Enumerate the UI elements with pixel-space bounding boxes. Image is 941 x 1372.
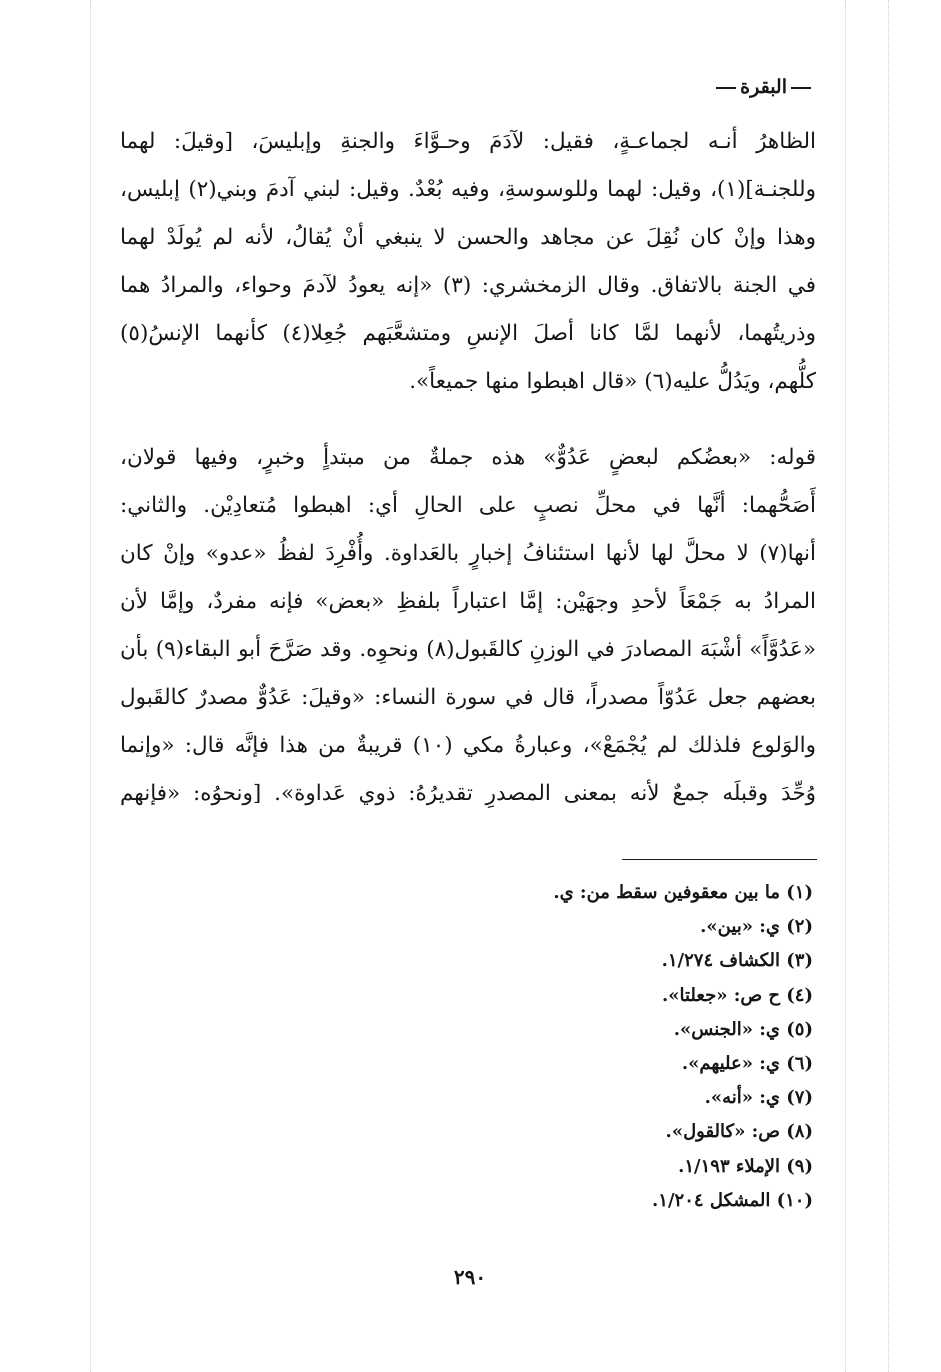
footnote-item: (١) ما بين معقوفين سقط من: ي. <box>553 882 813 903</box>
scan-dotted-line <box>888 0 889 1372</box>
text-line: أَصَحُّهما: أنَّها في محلِّ نصبٍ على الحالِ أي: اهبطوا مُتعادِيْن. والثاني: <box>120 493 816 518</box>
text-line: وهذا وإنْ كان نُقِلَ عن مجاهد والحسن لا ينبغي أنْ يُقالُ، لأنه لم يُولَدْ لهما <box>120 225 816 250</box>
text-line: «عَدُوَّاً» أشْبَهَ المصادرَ في الوزنِ كالقَبول(٨) ونحوِه. وقد صَرَّحَ أبو البقاء(٩) بأن <box>120 637 816 662</box>
page-number: ٢٩٠ <box>453 1265 487 1289</box>
footnote-item: (٢) ي: «بين». <box>700 916 813 938</box>
footnote-item: (٧) ي: «أنه». <box>704 1087 813 1109</box>
footnote-item: (٩) الإملاء ١/١٩٣. <box>678 1155 813 1177</box>
footnote-item: (١٠) المشكل ١/٢٠٤. <box>652 1189 813 1211</box>
paragraph-2 <box>120 434 816 818</box>
text-line: الظاهرُ أنـه لجماعـةٍ، فقيل: لآدَمَ وحـوَّاءَ والجنةِ وإبليسَ، [وقيلَ: لهما <box>120 129 816 154</box>
scan-dotted-line <box>90 0 91 1372</box>
text-line: بعضهم جعل عَدُوّاً مصدراً، قال في سورة النساء: «وقيلَ: عَدُوٌّ مصدرٌ كالقَبول <box>120 685 816 710</box>
footnote-item: (٨) ص: «كالقول». <box>665 1121 813 1143</box>
text-line: وُحِّدَ وقبلَه جمعٌ لأنه بمعنى المصدرِ تقديرُهُ: ذوي عَداوة». [ونحوُه: «فإنهم <box>120 781 816 806</box>
text-line: كلُّهم، ويَدُلُّ عليه(٦) «قال اهبطوا منها جميعاً». <box>409 369 816 394</box>
header-dash-right <box>791 87 811 89</box>
text-line: وذريتُهما، لأنهما لمَّا كانا أصلَ الإنسِ ومتشعَّبَهم جُعِلا(٤) كأنهما الإنسُ(٥) <box>120 321 816 346</box>
text-line: وللجنـة](١)، وقيل: لهما وللوسوسةِ، وفيه بُعْدٌ. وقيل: لبني آدمَ وبني(٢) إبليس، <box>120 177 816 202</box>
header-dash-left <box>716 87 736 89</box>
header-title: البقرة <box>740 76 787 98</box>
text-line: المرادُ به جَمْعَاً لأحدِ وجهَيْن: إمَّا اعتباراً بلفظِ «بعض» فإنه مفردٌ، وإمَّا لأن <box>120 589 816 614</box>
text-line: قوله: «بعضُكم لبعضٍ عَدُوٌّ» هذه جملةٌ من مبتدأٍ وخبرٍ، وفيها قولان، <box>120 445 816 470</box>
paragraph-1 <box>120 118 816 406</box>
footnote-item: (٦) ي: «عليهم». <box>681 1052 813 1074</box>
footnote-item: (٥) ي: «الجنس». <box>673 1018 813 1040</box>
footnote-item: (٣) الكشاف ١/٢٧٤. <box>661 950 813 972</box>
text-line: أنها(٧) لا محلَّ لها لأنها استئنافُ إخبارٍ بالعَداوة. وأُفْرِدَ لفظُ «عدو» وإنْ كان <box>120 541 816 566</box>
text-line: في الجنة بالاتفاق. وقال الزمخشري: (٣) «إنه يعودُ لآدمَ وحواء، والمرادُ هما <box>120 273 816 298</box>
footnotes <box>313 876 813 1218</box>
scan-dotted-line <box>845 0 846 1372</box>
running-header <box>615 72 815 102</box>
footnote-divider <box>622 859 817 860</box>
text-line: والوَلوع فلذلك لم يُجْمَعْ»، وعبارةُ مكي (١٠) قريبةٌ من هذا فإنَّه قال: «وإنما <box>120 733 816 758</box>
footnote-item: (٤) ح ص: «جعلتا». <box>662 984 813 1006</box>
